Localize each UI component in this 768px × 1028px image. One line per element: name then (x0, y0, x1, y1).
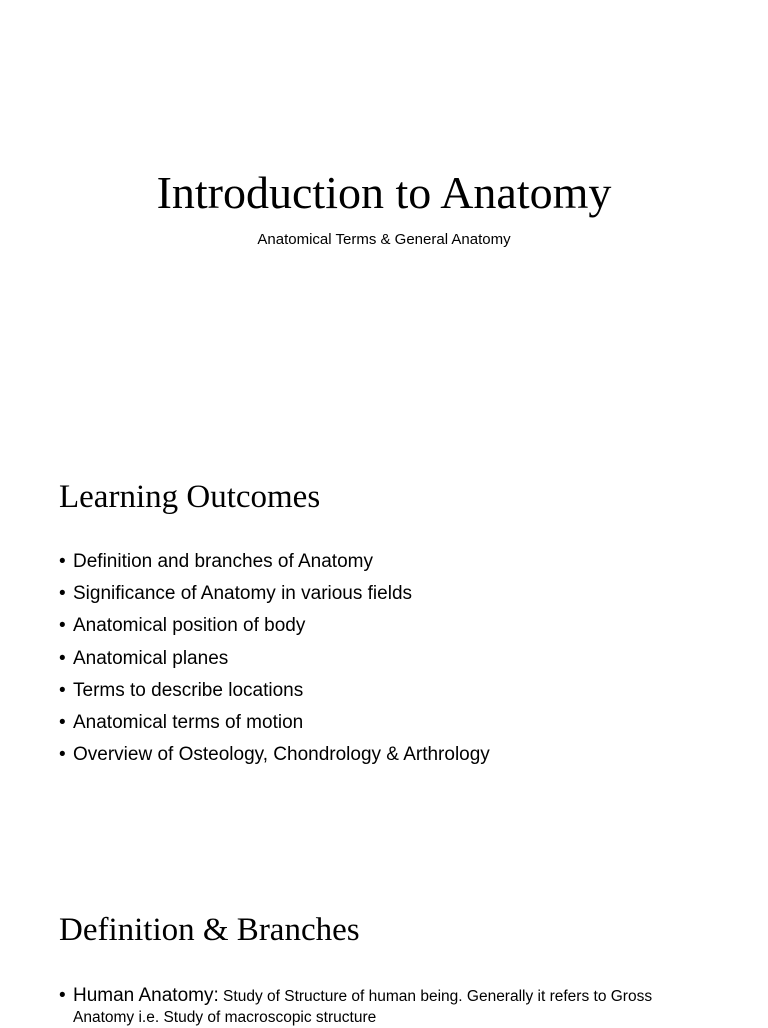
title-slide (0, 0, 768, 440)
list-item (59, 643, 490, 675)
definition-list (59, 986, 709, 1028)
list-item-text: Definition and branches of Anatomy (73, 551, 373, 572)
list-item (59, 739, 490, 771)
bullet-icon: • (59, 615, 66, 637)
list-item (59, 675, 490, 707)
list-item (59, 986, 709, 1028)
list-item (59, 546, 490, 578)
definition-text: Study of Structure of human being. Generally it refers to Gross Anatomy i.e. Study of macroscopic structure (73, 988, 653, 1026)
list-item-text: Terms to describe locations (73, 679, 304, 701)
presentation-title: Introduction to Anatomy (156, 167, 612, 218)
list-item-text: Significance of Anatomy in various fields (73, 583, 413, 605)
bullet-icon: • (59, 712, 66, 734)
list-item-text: Overview of Osteology, Chondrology & Arthrology (73, 744, 490, 766)
list-item-text: Anatomical position of body (73, 615, 306, 637)
list-item-text: Anatomical terms of motion (73, 712, 304, 734)
bullet-icon: • (59, 744, 66, 766)
list-item (59, 707, 490, 739)
definition-term: Human Anatomy: (73, 985, 219, 1006)
learning-outcomes-slide (0, 440, 768, 880)
bullet-icon: • (59, 985, 66, 1006)
list-item-text: Anatomical planes (73, 647, 229, 669)
bullet-icon: • (59, 551, 66, 572)
bullet-icon: • (59, 583, 66, 605)
learning-outcomes-list (59, 546, 490, 771)
bullet-icon: • (59, 679, 66, 701)
presentation-subtitle: Anatomical Terms & General Anatomy (257, 231, 511, 248)
list-item (59, 610, 490, 642)
definition-heading: Definition & Branches (59, 912, 360, 948)
learning-outcomes-heading: Learning Outcomes (59, 479, 321, 515)
list-item (59, 578, 490, 610)
definition-slide (0, 880, 768, 1024)
bullet-icon: • (59, 647, 66, 669)
